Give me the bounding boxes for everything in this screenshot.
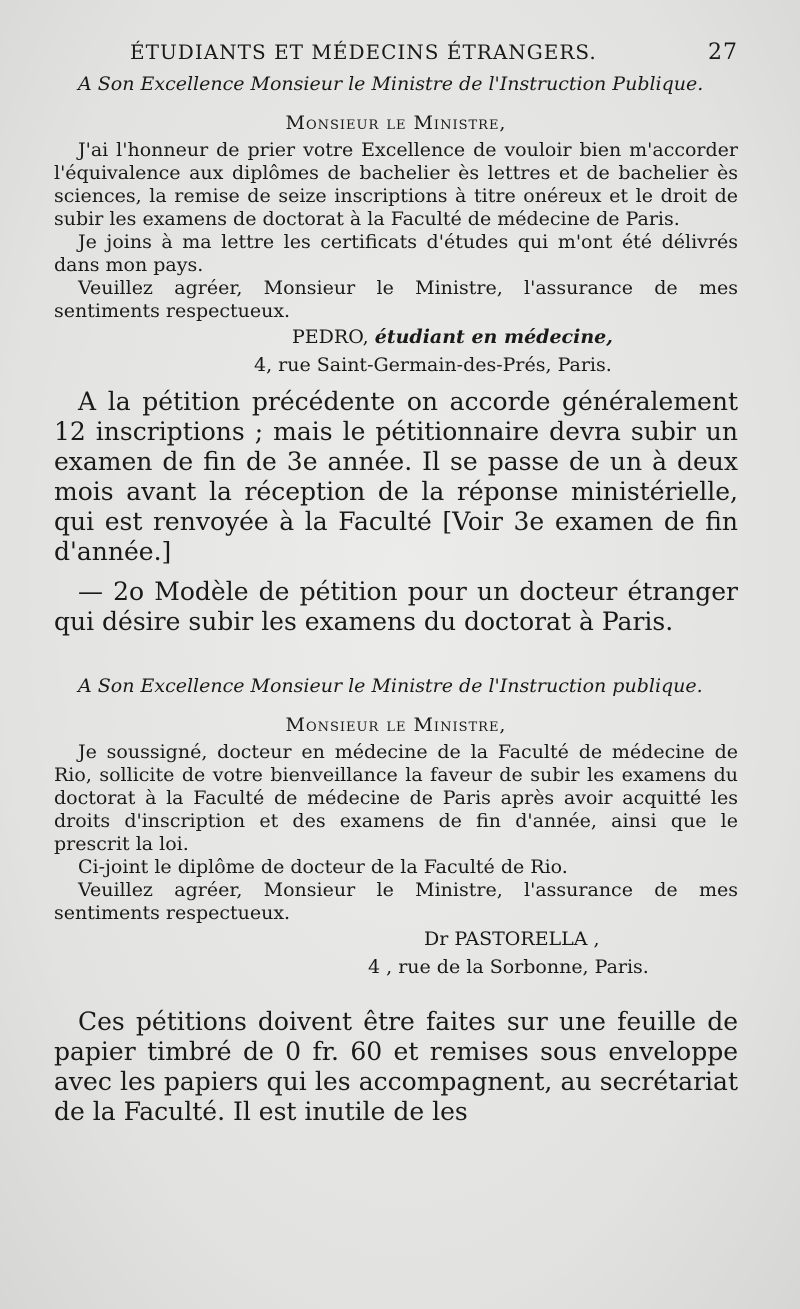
section-heading-paragraph: — 2o Modèle de pétition pour un docteur étranger qui désire subir les examens du doctorat à Paris. — [54, 577, 738, 636]
closing-block — [54, 1007, 738, 1127]
letter-paragraph: Je joins à ma lettre les certificats d'études qui m'ont été délivrés dans mon pays. — [54, 231, 738, 276]
petition-letter-doctor — [54, 675, 738, 981]
body-paragraph: Ces pétitions doivent être faites sur une feuille de papier timbré de 0 fr. 60 et remises sous enveloppe avec les papiers qui les accompagnent, au secrétariat de la Faculté. Il est inutile de les — [54, 1007, 738, 1126]
letter-paragraph: J'ai l'honneur de prier votre Excellence de vouloir bien m'accorder l'équivalence aux diplômes de bachelier ès lettres et de bachelier ès sciences, la remise de seize inscriptions à titre onéreux et le droit de subir les examens de doctorat à la Faculté de médecine de Paris. — [54, 139, 738, 230]
page-header — [54, 0, 738, 65]
signature-title: étudiant en médecine, — [374, 326, 613, 348]
commentary-block — [54, 387, 738, 637]
letter-address: A Son Excellence Monsieur le Ministre de l'Instruction Publique. — [78, 73, 704, 95]
signature-name: PEDRO, — [292, 326, 369, 348]
petition-letter-student — [54, 73, 738, 379]
letter-paragraph: Veuillez agréer, Monsieur le Ministre, l'assurance de mes sentiments respectueux. — [54, 277, 738, 322]
signature-address: 4 , rue de la Sorbonne, Paris. — [368, 956, 649, 978]
body-paragraph: A la pétition précédente on accorde généralement 12 inscriptions ; mais le pétitionnaire devra subir un examen de fin de 3e année. Il se passe de un à deux mois avant la réception de la réponse ministérielle, qui est renvoyée à la Faculté [Voir 3e examen de fin d'année.] — [54, 387, 738, 566]
letter-salutation: Monsieur le Ministre, — [285, 112, 507, 134]
letter-paragraph: Ci-joint le diplôme de docteur de la Faculté de Rio. — [78, 856, 568, 878]
letter-paragraph: Je soussigné, docteur en médecine de la Faculté de médecine de Rio, sollicite de votre bienveillance la faveur de subir les examens du doctorat à la Faculté de médecine de Paris après avoir acquitté les droits d'inscription et des examens de fin d'année, ainsi que le prescrit la loi. — [54, 741, 738, 855]
signature-address: 4, rue Saint-Germain-des-Prés, Paris. — [254, 354, 612, 376]
letter-salutation: Monsieur le Ministre, — [285, 714, 507, 736]
letter-address: A Son Excellence Monsieur le Ministre de l'Instruction publique. — [78, 675, 703, 697]
page-number: 27 — [708, 40, 738, 65]
letter-signature — [54, 323, 738, 351]
letter-paragraph: Veuillez agréer, Monsieur le Ministre, l'assurance de mes sentiments respectueux. — [54, 879, 738, 924]
signature-name: Dr PASTORELLA , — [424, 928, 600, 950]
running-title: ÉTUDIANTS ET MÉDECINS ÉTRANGERS. — [130, 40, 597, 64]
